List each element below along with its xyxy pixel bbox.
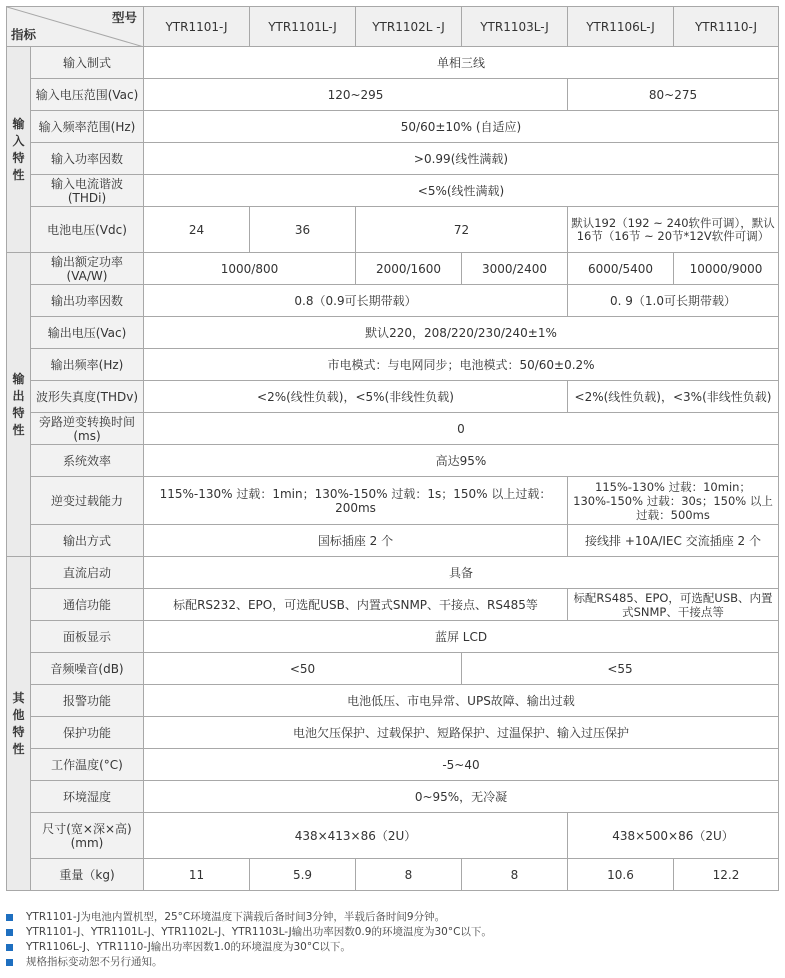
table-cell: 11 bbox=[144, 859, 250, 891]
table-cell: <2%(线性负载)，<5%(非线性负载) bbox=[144, 381, 568, 413]
row-label: 音频噪音(dB) bbox=[31, 653, 144, 685]
table-cell: 接线排 +10A/IEC 交流插座 2 个 bbox=[568, 525, 779, 557]
row-label: 输出电压(Vac) bbox=[31, 317, 144, 349]
table-row bbox=[7, 253, 779, 285]
table-row bbox=[7, 781, 779, 813]
group-output-label: 输出特性 bbox=[12, 371, 25, 437]
table-row bbox=[7, 749, 779, 781]
table-cell: >0.99(线性满载) bbox=[144, 143, 779, 175]
group-other-label: 其他特性 bbox=[12, 690, 25, 756]
model-header: YTR1102L -J bbox=[356, 7, 462, 47]
row-label: 输出频率(Hz) bbox=[31, 349, 144, 381]
table-cell: 单相三线 bbox=[144, 47, 779, 79]
table-cell: -5~40 bbox=[144, 749, 779, 781]
row-label: 输入电流谐波(THDi) bbox=[31, 175, 144, 207]
table-cell: 36 bbox=[250, 207, 356, 253]
table-row bbox=[7, 557, 779, 589]
table-cell: <5%(线性满载) bbox=[144, 175, 779, 207]
table-cell: 10000/9000 bbox=[674, 253, 779, 285]
table-cell: 标配RS485、EPO，可选配USB、内置式SNMP、干接点等 bbox=[568, 589, 779, 621]
row-label: 逆变过载能力 bbox=[31, 477, 144, 525]
header-corner bbox=[7, 7, 144, 47]
table-cell: 电池低压、市电异常、UPS故障、输出过载 bbox=[144, 685, 779, 717]
table-cell: 2000/1600 bbox=[356, 253, 462, 285]
footnote-text: YTR1101-J、YTR1101L-J、YTR1102L-J、YTR1103L-J输出功率因数0.9的环境温度为30°C以下。 bbox=[26, 926, 492, 938]
table-row bbox=[7, 445, 779, 477]
table-cell: 80~275 bbox=[568, 79, 779, 111]
table-cell: 72 bbox=[356, 207, 568, 253]
row-label: 环境湿度 bbox=[31, 781, 144, 813]
table-cell: <55 bbox=[462, 653, 779, 685]
table-cell: 5.9 bbox=[250, 859, 356, 891]
row-label: 通信功能 bbox=[31, 589, 144, 621]
row-label: 输入制式 bbox=[31, 47, 144, 79]
row-label: 尺寸(宽×深×高)(mm) bbox=[31, 813, 144, 859]
table-cell: 0 bbox=[144, 413, 779, 445]
table-row bbox=[7, 685, 779, 717]
table-cell: 438×500×86（2U） bbox=[568, 813, 779, 859]
footnote-text: YTR1101-J为电池内置机型，25°C环境温度下满载后备时间3分钟，半载后备时间9分钟。 bbox=[26, 911, 446, 923]
table-cell: <50 bbox=[144, 653, 462, 685]
model-header: YTR1110-J bbox=[674, 7, 779, 47]
table-cell: 电池欠压保护、过载保护、短路保护、过温保护、输入过压保护 bbox=[144, 717, 779, 749]
model-header: YTR1101L-J bbox=[250, 7, 356, 47]
model-header: YTR1101-J bbox=[144, 7, 250, 47]
table-cell: 标配RS232、EPO，可选配USB、内置式SNMP、干接点、RS485等 bbox=[144, 589, 568, 621]
table-cell: <2%(线性负载)，<3%(非线性负载) bbox=[568, 381, 779, 413]
square-bullet-icon bbox=[6, 929, 13, 936]
table-cell: 12.2 bbox=[674, 859, 779, 891]
table-cell: 市电模式：与电网同步；电池模式：50/60±0.2% bbox=[144, 349, 779, 381]
table-row bbox=[7, 859, 779, 891]
group-input bbox=[7, 47, 31, 253]
row-label: 旁路逆变转换时间(ms) bbox=[31, 413, 144, 445]
header-row bbox=[7, 7, 779, 47]
spec-label: 指标 bbox=[11, 27, 37, 42]
footnote-text: YTR1106L-J、YTR1110-J输出功率因数1.0的环境温度为30°C以下。 bbox=[26, 941, 351, 953]
group-output bbox=[7, 253, 31, 557]
table-cell: 1000/800 bbox=[144, 253, 356, 285]
table-row bbox=[7, 143, 779, 175]
row-label: 输入频率范围(Hz) bbox=[31, 111, 144, 143]
table-cell: 115%-130% 过载：1min；130%-150% 过载：1s；150% 以上过载：200ms bbox=[144, 477, 568, 525]
table-cell: 蓝屏 LCD bbox=[144, 621, 779, 653]
table-cell: 438×413×86（2U） bbox=[144, 813, 568, 859]
table-row bbox=[7, 317, 779, 349]
table-cell: 8 bbox=[356, 859, 462, 891]
footnote bbox=[6, 910, 778, 925]
footnote bbox=[6, 925, 778, 940]
table-row bbox=[7, 111, 779, 143]
table-row bbox=[7, 525, 779, 557]
table-cell: 120~295 bbox=[144, 79, 568, 111]
spec-table bbox=[6, 6, 779, 891]
table-row bbox=[7, 79, 779, 111]
footnotes bbox=[6, 910, 778, 970]
row-label: 报警功能 bbox=[31, 685, 144, 717]
table-row bbox=[7, 175, 779, 207]
table-cell: 0. 9（1.0可长期带载） bbox=[568, 285, 779, 317]
row-label: 输出功率因数 bbox=[31, 285, 144, 317]
square-bullet-icon bbox=[6, 944, 13, 951]
square-bullet-icon bbox=[6, 914, 13, 921]
table-row bbox=[7, 285, 779, 317]
footnote bbox=[6, 955, 778, 970]
footnote bbox=[6, 940, 778, 955]
table-row bbox=[7, 813, 779, 859]
table-row bbox=[7, 47, 779, 79]
row-label: 输入电压范围(Vac) bbox=[31, 79, 144, 111]
row-label: 输出额定功率(VA/W) bbox=[31, 253, 144, 285]
row-label: 重量（kg) bbox=[31, 859, 144, 891]
table-row bbox=[7, 621, 779, 653]
table-cell: 0~95%，无冷凝 bbox=[144, 781, 779, 813]
row-label: 保护功能 bbox=[31, 717, 144, 749]
table-cell: 115%-130% 过载：10min；130%-150% 过载：30s；150% 以上过载：500ms bbox=[568, 477, 779, 525]
row-label: 波形失真度(THDv) bbox=[31, 381, 144, 413]
table-cell: 高达95% bbox=[144, 445, 779, 477]
row-label: 系统效率 bbox=[31, 445, 144, 477]
table-cell: 默认220，208/220/230/240±1% bbox=[144, 317, 779, 349]
footnote-text: 规格指标变动恕不另行通知。 bbox=[26, 956, 163, 968]
table-cell: 10.6 bbox=[568, 859, 674, 891]
row-label: 面板显示 bbox=[31, 621, 144, 653]
table-row bbox=[7, 207, 779, 253]
row-label: 输入功率因数 bbox=[31, 143, 144, 175]
table-cell: 8 bbox=[462, 859, 568, 891]
table-cell: 6000/5400 bbox=[568, 253, 674, 285]
table-cell: 具备 bbox=[144, 557, 779, 589]
row-label: 直流启动 bbox=[31, 557, 144, 589]
row-label: 电池电压(Vdc) bbox=[31, 207, 144, 253]
table-row bbox=[7, 349, 779, 381]
square-bullet-icon bbox=[6, 959, 13, 966]
table-row bbox=[7, 477, 779, 525]
table-row bbox=[7, 653, 779, 685]
model-header: YTR1103L-J bbox=[462, 7, 568, 47]
table-row bbox=[7, 381, 779, 413]
table-row bbox=[7, 717, 779, 749]
table-cell: 50/60±10% (自适应) bbox=[144, 111, 779, 143]
model-header: YTR1106L-J bbox=[568, 7, 674, 47]
table-cell: 国标插座 2 个 bbox=[144, 525, 568, 557]
table-cell: 默认192（192 ~ 240软件可调），默认16节（16节 ~ 20节*12V软件可调） bbox=[568, 207, 779, 253]
group-other bbox=[7, 557, 31, 891]
table-row bbox=[7, 589, 779, 621]
table-cell: 3000/2400 bbox=[462, 253, 568, 285]
table-cell: 0.8（0.9可长期带载） bbox=[144, 285, 568, 317]
row-label: 输出方式 bbox=[31, 525, 144, 557]
table-cell: 24 bbox=[144, 207, 250, 253]
table-row bbox=[7, 413, 779, 445]
group-input-label: 输入特性 bbox=[12, 116, 25, 182]
model-label: 型号 bbox=[111, 10, 137, 25]
row-label: 工作温度(°C) bbox=[31, 749, 144, 781]
